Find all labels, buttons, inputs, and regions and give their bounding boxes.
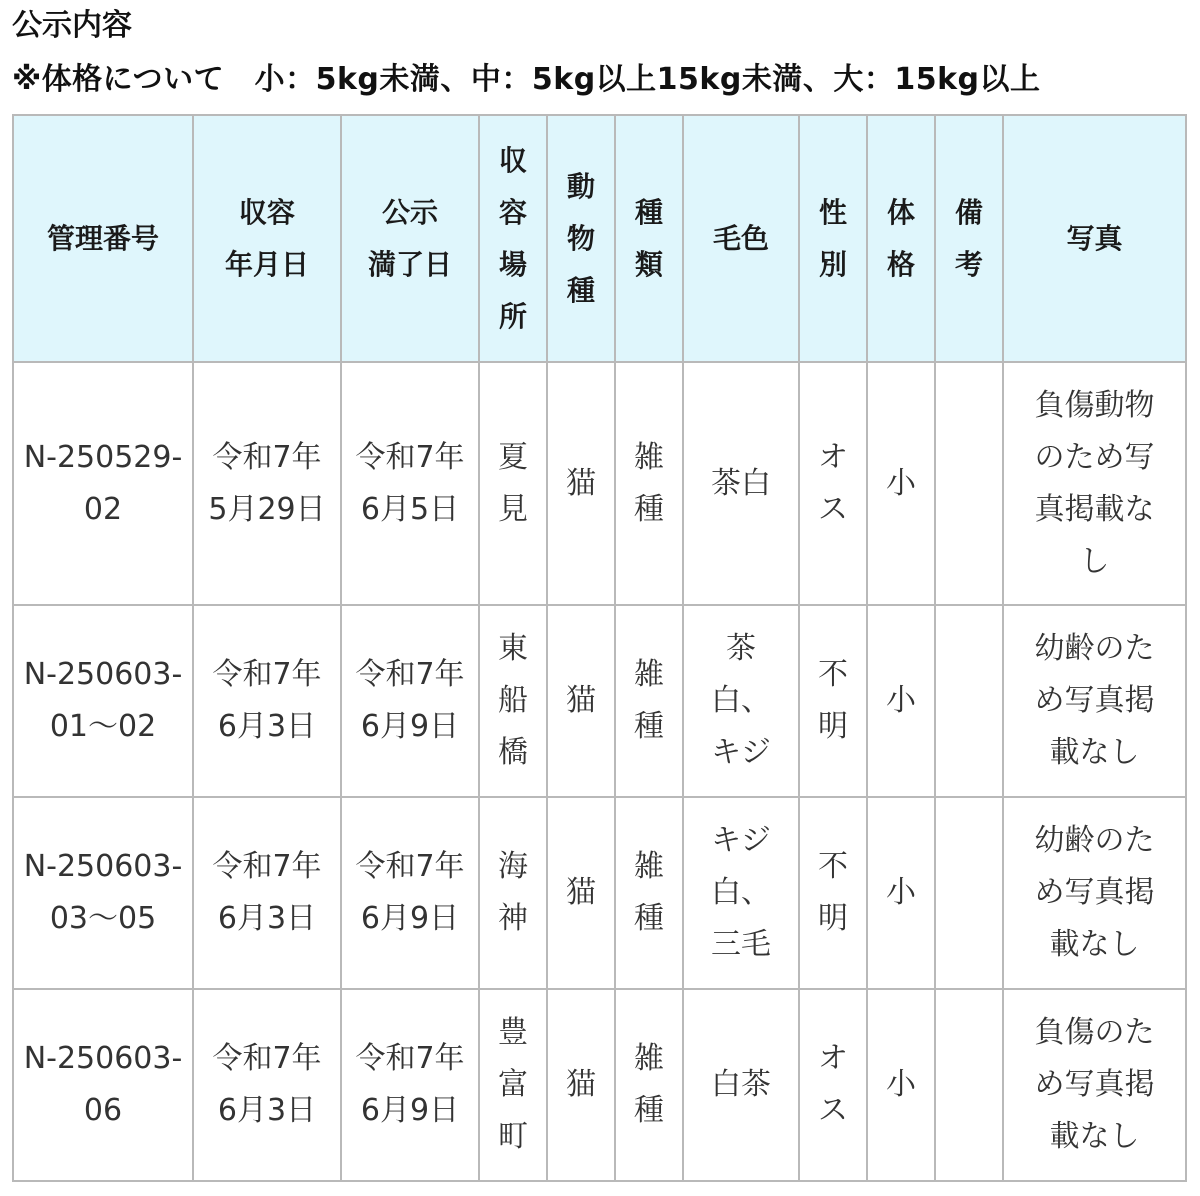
cell-remarks xyxy=(935,605,1003,797)
col-header-location: 収容場所 xyxy=(479,115,547,362)
cell-breed: 雑種 xyxy=(615,797,683,989)
cell-breed: 雑種 xyxy=(615,362,683,605)
col-header-intake-date: 収容 年月日 xyxy=(193,115,341,362)
cell-expiry-date: 令和7年6月9日 xyxy=(341,605,479,797)
col-header-photo: 写真 xyxy=(1003,115,1186,362)
cell-animal: 猫 xyxy=(547,797,615,989)
col-header-size: 体格 xyxy=(867,115,935,362)
cell-animal: 猫 xyxy=(547,605,615,797)
cell-id: N-250603-06 xyxy=(13,989,193,1181)
cell-photo: 負傷のため写真掲載なし xyxy=(1003,989,1186,1181)
cell-size: 小 xyxy=(867,797,935,989)
cell-remarks xyxy=(935,989,1003,1181)
cell-id: N-250603-03～05 xyxy=(13,797,193,989)
table-row xyxy=(13,362,1186,605)
cell-id: N-250529-02 xyxy=(13,362,193,605)
cell-breed: 雑種 xyxy=(615,989,683,1181)
cell-intake-date: 令和7年6月3日 xyxy=(193,605,341,797)
cell-intake-date: 令和7年6月3日 xyxy=(193,797,341,989)
page-title: 公示内容 xyxy=(12,8,132,43)
cell-animal: 猫 xyxy=(547,989,615,1181)
cell-remarks xyxy=(935,362,1003,605)
cell-color: 白茶 xyxy=(683,989,799,1181)
animal-table xyxy=(12,114,1187,1182)
cell-photo: 幼齢のため写真掲載なし xyxy=(1003,797,1186,989)
table-row xyxy=(13,605,1186,797)
cell-color: 茶白、キジ xyxy=(683,605,799,797)
cell-animal: 猫 xyxy=(547,362,615,605)
cell-sex: オス xyxy=(799,989,867,1181)
cell-location: 豊富町 xyxy=(479,989,547,1181)
col-header-color: 毛色 xyxy=(683,115,799,362)
cell-sex: オス xyxy=(799,362,867,605)
table-header-row xyxy=(13,115,1186,362)
cell-location: 海神 xyxy=(479,797,547,989)
col-header-remarks: 備考 xyxy=(935,115,1003,362)
cell-intake-date: 令和7年6月3日 xyxy=(193,989,341,1181)
cell-size: 小 xyxy=(867,605,935,797)
cell-remarks xyxy=(935,797,1003,989)
cell-expiry-date: 令和7年6月9日 xyxy=(341,797,479,989)
cell-expiry-date: 令和7年6月5日 xyxy=(341,362,479,605)
table-row xyxy=(13,797,1186,989)
cell-photo: 幼齢のため写真掲載なし xyxy=(1003,605,1186,797)
cell-location: 東船橋 xyxy=(479,605,547,797)
cell-sex: 不明 xyxy=(799,605,867,797)
cell-id: N-250603-01～02 xyxy=(13,605,193,797)
cell-breed: 雑種 xyxy=(615,605,683,797)
cell-color: キジ白、三毛 xyxy=(683,797,799,989)
cell-sex: 不明 xyxy=(799,797,867,989)
col-header-id: 管理番号 xyxy=(13,115,193,362)
col-header-expiry-date: 公示 満了日 xyxy=(341,115,479,362)
cell-color: 茶白 xyxy=(683,362,799,605)
cell-location: 夏見 xyxy=(479,362,547,605)
cell-photo: 負傷動物のため写真掲載なし xyxy=(1003,362,1186,605)
table-row xyxy=(13,989,1186,1181)
size-note: ※体格について 小：5kg未満、中：5kg以上15kg未満、大：15kg以上 xyxy=(12,62,1041,97)
cell-size: 小 xyxy=(867,362,935,605)
cell-expiry-date: 令和7年6月9日 xyxy=(341,989,479,1181)
cell-size: 小 xyxy=(867,989,935,1181)
col-header-breed: 種類 xyxy=(615,115,683,362)
col-header-animal: 動物種 xyxy=(547,115,615,362)
cell-intake-date: 令和7年5月29日 xyxy=(193,362,341,605)
col-header-sex: 性別 xyxy=(799,115,867,362)
